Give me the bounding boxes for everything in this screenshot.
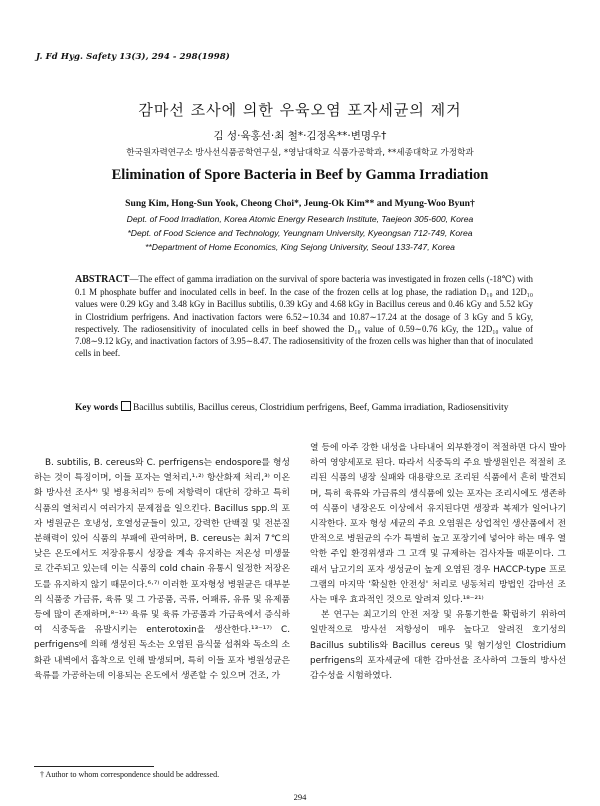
keywords-label: Key words [75,403,118,413]
page-number: 294 [293,792,307,802]
korean-authors: 김 성·육홍선·최 철*·김정옥**·변명우† [213,130,387,142]
korean-title: 감마선 조사에 의한 우육오염 포자세균의 제거 [138,101,462,119]
abstract-label: ABSTRACT [75,274,130,285]
body-paragraph: 열 등에 아주 강한 내성을 나타내어 외부환경이 적절하면 다시 발아하여 영양세포로 된다. 따라서 식중독의 주요 발생원인은 적절히 조리된 식품의 냉장 실패와 대용량으로 조리된 식품에서 흔히 발견되며, 특히 육류와 가금류의 생식품에 있는 포자는 조리시에도 생존하여 식품이 냉장온도 이상에서 유지된다면 생장과 복제가 일어나기 시작한다. 포자 형성 세균의 주요 오염원은 상업적인 생산품에서 전반적으로 병원균의 수가 특별히 높고 포장기에 넣어야 하는 매우 열악한 주입 환경위생과 그 고객 및 규제하는 검사자들 때문이다. 그래서 남고기의 포자 생성균이 높게 오염된 경우 HACCP-type 프로그램의 마지막 '확실한 안전성' 처리로 냉동처리 방법인 감마선 조사는 매우 효과적인 것으로 알려져 있다.¹⁸⁻²¹⁾ [310,443,566,606]
abstract-text: —The effect of gamma irradiation on the survival of spore bacteria was investigated in frozen cells (-18℃) with 0.1 M phosphate buffer and inoculated cells in beef. In the case of the frozen cells at log phase, the radiation D₁₀ and 12D₁₀ values were 0.29 kGy and 3.48 kGy in Bacillus subtilis, 0.39 kGy and 4.68 kGy in Bacillus cereus and 0.46 kGy and 5.52 kGy in Clostridium perfrigens. And inactivation factors were 6.52∼10.34 and 10.87∼17.24 at the dosage of 3 kGy and 5 kGy, respectively. The radiosensitivity of inoculated cells in beef showed the D₁₀ value of 0.59∼0.76 kGy, the 12D₁₀ value of 7.08∼9.12 kGy, and inactivation factors of 3.95∼8.47. The radiosensitivity of the frozen cells was higher than that of inoculated cells in beef. [75,274,533,359]
english-affiliation-1: Dept. of Food Irradiation, Korea Atomic Energy Research Institute, Taejeon 305-600, Korea [126,214,474,224]
abstract [75,273,533,359]
english-affiliation-2: *Dept. of Food Science and Technology, Yeungnam University, Kyeongsan 712-749, Korea [127,228,473,238]
body-column-left [34,456,290,684]
body-column-right [310,441,566,684]
footnote-rule [34,766,154,767]
keywords [75,401,533,415]
keywords-box-icon [121,401,131,411]
journal-header: J. Fd Hyg. Safety 13(3), 294 - 298(1998) [36,52,230,62]
keywords-text: Bacillus subtilis, Bacillus cereus, Clostridium perfrigens, Beef, Gamma irradiation, Radiosensitivity [132,403,509,413]
english-title: Elimination of Spore Bacteria in Beef by Gamma Irradiation [111,167,489,183]
english-authors: Sung Kim, Hong-Sun Yook, Cheong Choi*, Jeung-Ok Kim** and Myung-Woo Byun† [125,198,475,209]
footnote: † Author to whom correspondence should be addressed. [40,770,220,779]
body-paragraph: 본 연구는 최고기의 안전 저장 및 유통기한을 확립하기 위하여 일반적으로 방사선 저항성이 매우 높다고 알려진 호기성의 Bacillus subtilis와 Bacillus cereus 및 혐기성인 Clostridium perfrigens의 포자세균에 대한 감마선을 조사하여 그들의 방사선 감수성을 시험하였다. [310,610,566,682]
body-paragraph: B. subtilis, B. cereus와 C. perfrigens는 endospore를 형성하는 것이 특징이며, 이들 포자는 열처리,¹·²⁾ 항산화제 처리,³⁾ 이온화 방사선 조사⁴⁾ 및 병용처리⁵⁾ 등에 저항력이 대단히 강하고 특히 식품의 열처리시 여러가지 문제점을 일으킨다. Bacillus spp.의 포자 병원균은 호냉성, 호열성균들이 있고, 강력한 단백질 및 전분질 분해력이 있어 식품의 부패에 관여하며, B. cereus는 최저 7℃의 낮은 온도에서도 저장유통시 성장을 계속 유지하는 저온성 미생물로 간주되고 있는데 이는 식품의 cold chain 유통시 일정한 저장온도를 유지하지 않기 때문이다.⁶·⁷⁾ 이러한 포자형성 병원균은 대부분의 식품중 가금류, 육류 및 그 가공품, 곡류, 어패류, 유류 및 유제품 등에 많이 존재하며,⁸⁻¹²⁾ 육류 및 육류 가공품과 가금육에서 증식하여 식중독을 유발시키는 enterotoxin을 생산한다.¹³⁻¹⁷⁾ C. perfrigens에 의해 생성된 독소는 오염된 음식물 섭취와 독소의 소화관 내벽에서 흡착으로 인해 발생되며, 특히 이들 포자 병원성균은 육류를 가공하는데 이용되는 온도에서 생존할 수 있으며 건조, 가 [34,458,290,681]
korean-affiliation: 한국원자력연구소 방사선식품공학연구실, *영남대학교 식품가공학과, **세종대학교 가정학과 [126,148,474,158]
english-affiliation-3: **Department of Home Economics, King Sejong University, Seoul 133-747, Korea [145,242,455,252]
